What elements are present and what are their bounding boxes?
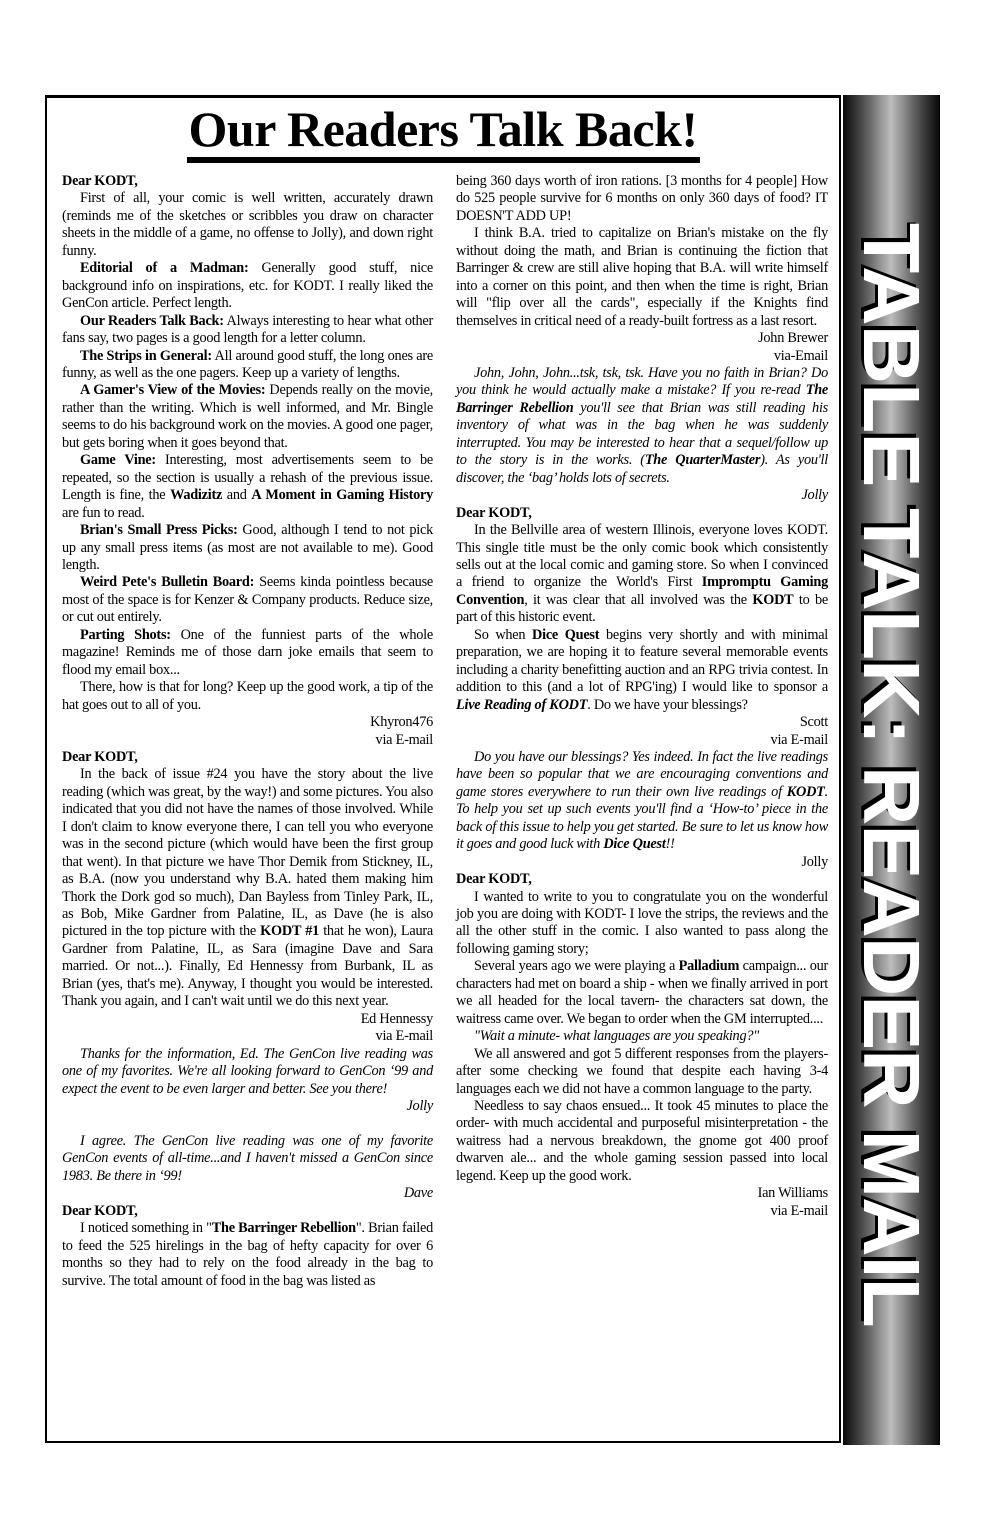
paragraph bbox=[62, 574, 433, 626]
emphasized-text: Weird Pete's Bulletin Board: bbox=[80, 574, 255, 591]
emphasized-text: Wadizitz bbox=[170, 487, 223, 504]
text-run: to be part of this historic event. bbox=[456, 591, 829, 626]
text-run: Dave bbox=[403, 1185, 433, 1202]
text-run: . To help you set up such events you'll find a ‘How-to’ piece in the back of this issue to help you get started. Be sure to let us know how it goes and good luck with bbox=[456, 783, 828, 853]
emphasized-text: KODT bbox=[752, 591, 794, 608]
text-run: Dear KODT, bbox=[62, 173, 138, 189]
text-run: Jolly bbox=[801, 487, 828, 504]
emphasized-text: The Strips in General: bbox=[80, 347, 212, 364]
emphasized-text: The Barringer Rebellion bbox=[211, 1220, 356, 1237]
paragraph bbox=[456, 958, 828, 1028]
text-run: Ed Hennessy bbox=[360, 1010, 433, 1027]
sidebar-banner-title: TABLE TALK: READER MAIL bbox=[847, 223, 936, 1327]
emphasized-text: Dice Quest bbox=[532, 626, 600, 643]
paragraph bbox=[62, 260, 433, 312]
text-column-right bbox=[456, 173, 828, 1220]
text-run: All around good stuff, the long ones are funny, as well as the one pagers. Keep up a variety of lengths. bbox=[62, 347, 434, 381]
text-column-left bbox=[62, 173, 433, 1290]
paragraph bbox=[456, 225, 828, 330]
emphasized-text: Game Vine: bbox=[80, 452, 156, 469]
page-title bbox=[45, 100, 841, 158]
text-run: Do you have our blessings? Yes indeed. In fact the live readings have been so popular that we are encouraging conventions and game stores everywhere to run their own live readings of bbox=[456, 748, 828, 800]
text-run: are fun to read. bbox=[62, 504, 145, 521]
paragraph bbox=[62, 766, 433, 1010]
editor-reply bbox=[456, 365, 828, 487]
text-run: that he won), Laura Gardner from Palatine, IL, as Sara (imagine Dave and Sara married. Or not...). Finally, Ed Hennessy from Burbank, IL as Brian (yes, that's me). Anyway, I thought you would be interested. Thank you again, and I can't wait until we do this next year. bbox=[62, 923, 434, 1010]
emphasized-text: Live Reading of KODT bbox=[456, 696, 588, 713]
text-run: Ian Williams bbox=[757, 1185, 828, 1202]
text-run: Generally good stuff, nice background info on inspirations, etc. for KODT. I really liked the GenCon article. Perfect length. bbox=[62, 260, 433, 312]
letter-signature bbox=[62, 1028, 433, 1045]
text-run: via E-mail bbox=[375, 1028, 433, 1045]
editor-reply bbox=[456, 1028, 828, 1045]
letter-signature bbox=[456, 732, 828, 749]
text-run: John Brewer bbox=[758, 330, 828, 347]
text-run: Thanks for the information, Ed. The GenCon live reading was one of my favorites. We're all looking forward to GenCon ‘99 and expect the event to be even larger and better. See you there! bbox=[62, 1045, 433, 1097]
text-run: I wanted to write to you to congratulate you on the wonderful job you are doing with KODT- I love the strips, the reviews and the all the other stuff in the comic. I also wanted to pass along the following gaming story; bbox=[456, 888, 828, 957]
text-run: . Do we have your blessings? bbox=[587, 696, 748, 713]
text-run: Depends really on the movie, rather than the writing. Which is well informed, and Mr. Bingle seems to do his background work on the movies. A good one pager, but gets boring when it goes beyond that. bbox=[62, 382, 433, 451]
text-run: Several years ago we were playing a bbox=[474, 958, 679, 975]
emphasized-text: KODT bbox=[786, 783, 825, 800]
text-run: One of the funniest parts of the whole magazine! Reminds me of those darn joke emails that seem to flood my email box... bbox=[62, 626, 433, 678]
emphasized-text: KODT #1 bbox=[260, 923, 319, 940]
letter-signature bbox=[456, 1203, 828, 1220]
text-run: Needless to say chaos ensued... It took 45 minutes to place the order- with much accidental and purposeful misinterpretation - the waitress had a nervous breakdown, the gnome got 400 proof dwarven ale... and the whole gaming session passed into local legend. Keep up the good work. bbox=[456, 1098, 828, 1184]
text-run: and bbox=[222, 487, 252, 504]
letter-salutation bbox=[456, 505, 828, 522]
paragraph bbox=[456, 1046, 828, 1098]
paragraph bbox=[62, 452, 433, 522]
letter-signature bbox=[456, 348, 828, 365]
text-run: Dear KODT, bbox=[456, 871, 532, 888]
text-run: In the Bellville area of western Illinois, everyone loves KODT. This single title must be the only comic book which consistently sells out at the local comic and gaming store. So when I convinced a friend to organize the World's First bbox=[456, 522, 828, 591]
letter-signature bbox=[456, 714, 828, 731]
paragraph bbox=[62, 313, 433, 348]
text-run: via E-mail bbox=[375, 731, 433, 748]
text-run: Seems kinda pointless because most of the space is for Kenzer & Company products. Reduce size, or cut out entirely. bbox=[62, 574, 433, 626]
emphasized-text: Parting Shots: bbox=[80, 626, 171, 643]
paragraph bbox=[62, 679, 433, 714]
letter-signature bbox=[456, 487, 828, 504]
text-run: Dear KODT, bbox=[62, 1202, 138, 1219]
text-run: We all answered and got 5 different responses from the players-after some checking we found that despite each having 3-4 languages each we did not have a common language to the party. bbox=[456, 1045, 828, 1097]
paragraph bbox=[62, 190, 433, 260]
letter-signature bbox=[456, 854, 828, 871]
letter-signature bbox=[456, 1185, 828, 1202]
emphasized-text: A Gamer's View of the Movies: bbox=[80, 382, 266, 399]
text-run: So when bbox=[474, 626, 533, 643]
page-title-text: Our Readers Talk Back! bbox=[187, 101, 700, 163]
letter-signature bbox=[62, 1011, 433, 1028]
text-run: In the back of issue #24 you have the story about the live reading (which was great, by the way!) and some pictures. You also indicated that you did not have the names of those involved. While I don't claim to know everyone there, I can tell you who everyone was in the second picture (which would have been the first group that went). In that picture we have Thor Demik from Stickney, IL, as B.A. (now you understand why B.A. hated them making him Thork the Dork god so much), Dan Bayless from Tinley Park, IL, as Bob, Mike Gardner from Palatine, IL, as Dave (he is also pictured in the top picture with the bbox=[62, 766, 433, 940]
text-run: via E-mail bbox=[770, 1202, 828, 1219]
emphasized-text: The QuarterMaster bbox=[644, 452, 761, 469]
text-run: Interesting, most advertisements seem to be repeated, so the section is usually a rehash of the previous issue. Length is fine, the bbox=[62, 452, 433, 504]
letter-salutation bbox=[456, 871, 828, 888]
emphasized-text: Impromptu Gaming Convention bbox=[456, 574, 828, 608]
text-run: campaign... our characters had met on board a ship - when we finally arrived in port we all headed for the local tavern- the characters sat down, the waitress came over. We began to order when the GM interrupted.... bbox=[456, 958, 828, 1027]
text-run: First of all, your comic is well written, accurately drawn (reminds me of the sketches or scribbles you draw on character sheets in the middle of a game, no offense to Jolly), and down right funny. bbox=[62, 190, 433, 259]
letter-signature bbox=[62, 1185, 433, 1202]
paragraph bbox=[456, 889, 828, 959]
text-run: Jolly bbox=[406, 1098, 433, 1115]
letter-signature bbox=[62, 1098, 433, 1115]
text-run: !! bbox=[665, 836, 675, 853]
text-run: I noticed something in " bbox=[80, 1220, 212, 1237]
text-run: I agree. The GenCon live reading was one of my favorite GenCon events of all-time...and I haven't missed a GenCon since 1983. Be there in ‘99! bbox=[62, 1132, 433, 1184]
spacer bbox=[62, 1115, 433, 1132]
text-run: being 360 days worth of iron rations. [3 months for 4 people] How do 525 people survive for 6 months on only 360 days of food? IT DOESN'T ADD UP! bbox=[456, 173, 828, 224]
text-run: Always interesting to hear what other fans say, two pages is a good length for a letter column. bbox=[62, 312, 433, 347]
paragraph bbox=[456, 1098, 828, 1185]
text-run: John, John, John...tsk, tsk, tsk. Have you no faith in Brian? Do you think he would actually make a mistake? If you re-read bbox=[456, 364, 828, 399]
paragraph bbox=[62, 348, 433, 383]
paragraph bbox=[62, 627, 433, 679]
text-run: Dear KODT, bbox=[456, 504, 532, 521]
letter-signature bbox=[62, 714, 433, 731]
text-run: begins very shortly and with minimal preparation, we are hoping it to feature several memorable events including a charity benefitting auction and an RPG trivia contest. In addition to this (and a lot of RPG'ing) I would like to sponsor a bbox=[456, 626, 829, 696]
editor-reply bbox=[62, 1046, 433, 1098]
emphasized-text: Palladium bbox=[678, 958, 740, 975]
emphasized-text: Brian's Small Press Picks: bbox=[80, 522, 238, 539]
text-run: I think B.A. tried to capitalize on Brian's mistake on the fly without doing the math, and Brian is continuing the fiction that Barringer & crew are still alive hoping that B.A. will write himself into a corner on this point, and then when the time is right, Brian will "flip over all the cards", especially if the Knights find themselves in critical need of a ready-built fortress as a last resort. bbox=[456, 225, 828, 329]
paragraph bbox=[456, 173, 828, 225]
editor-reply bbox=[62, 1133, 433, 1185]
text-run: via E-mail bbox=[770, 731, 828, 748]
emphasized-text: A Moment in Gaming History bbox=[251, 487, 433, 504]
text-run: Dear KODT, bbox=[62, 748, 138, 765]
text-run: Khyron476 bbox=[370, 714, 433, 731]
text-run: Scott bbox=[799, 714, 828, 731]
letter-salutation bbox=[62, 173, 433, 190]
text-run: There, how is that for long? Keep up the good work, a tip of the hat goes out to all of you. bbox=[62, 679, 433, 713]
text-run: ). As you'll discover, the ‘bag’ holds lots of secrets. bbox=[456, 452, 828, 486]
emphasized-text: Our Readers Talk Back: bbox=[80, 312, 224, 329]
paragraph bbox=[456, 522, 828, 627]
paragraph bbox=[62, 382, 433, 452]
text-run: ". Brian failed to feed the 525 hirelings in the bag of hefty capacity for over 6 months so they had to rely on the food already in the bag to survive. The total amount of food in the bag was listed as bbox=[62, 1220, 433, 1289]
letter-signature bbox=[62, 732, 433, 749]
paragraph bbox=[62, 522, 433, 574]
paragraph bbox=[62, 1220, 433, 1290]
sidebar-banner bbox=[843, 95, 940, 1445]
letter-signature bbox=[456, 330, 828, 347]
text-run: you'll see that Brian was still reading his inventory of what was in the bag when he was suddenly interrupted. You may be interested to hear that a sequel/follow up to the story is in the works. ( bbox=[456, 399, 828, 469]
emphasized-text: Editorial of a Madman: bbox=[80, 260, 249, 277]
text-run: via-Email bbox=[773, 347, 828, 364]
letter-salutation bbox=[62, 1203, 433, 1220]
text-run: Jolly bbox=[801, 853, 828, 870]
emphasized-text: The Barringer Rebellion bbox=[456, 382, 828, 416]
paragraph bbox=[456, 627, 828, 714]
text-run: , it was clear that all involved was the bbox=[524, 591, 753, 608]
text-run: Good, although I tend to not pick up any small press items (as most are not available to me). Good length. bbox=[62, 522, 433, 573]
text-run: "Wait a minute- what languages are you speaking?" bbox=[474, 1028, 760, 1045]
letter-salutation bbox=[62, 749, 433, 766]
emphasized-text: Dice Quest bbox=[603, 836, 666, 853]
editor-reply bbox=[456, 749, 828, 854]
